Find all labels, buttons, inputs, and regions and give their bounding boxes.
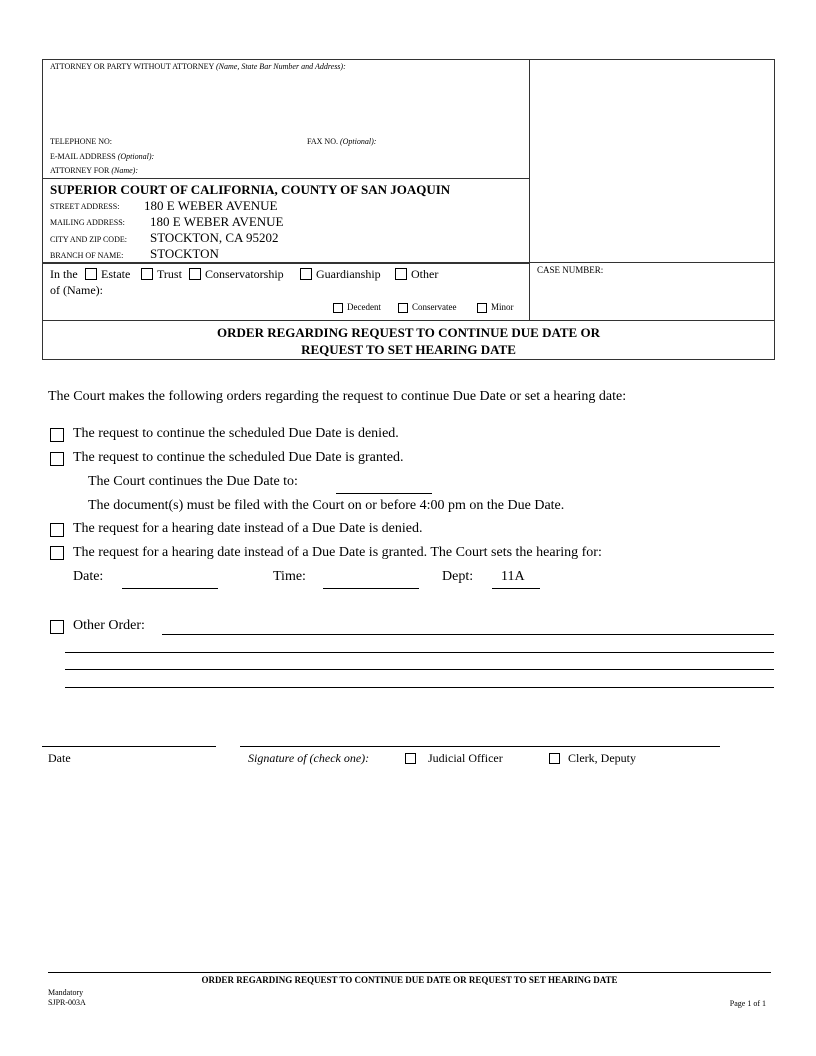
branch-value: STOCKTON (150, 246, 219, 261)
attorney-for-label: ATTORNEY FOR (Name): (50, 166, 138, 175)
of-name-label: of (Name): (50, 283, 103, 297)
conservatorship-checkbox[interactable] (189, 268, 201, 280)
decedent-checkbox[interactable] (333, 303, 343, 313)
signature-line[interactable] (240, 746, 720, 747)
form-title-line2: REQUEST TO SET HEARING DATE (301, 342, 516, 357)
footer-title: ORDER REGARDING REQUEST TO CONTINUE DUE DATE OR REQUEST TO SET HEARING DATE (201, 975, 618, 985)
street-value: 180 E WEBER AVENUE (144, 198, 278, 213)
minor-checkbox[interactable] (477, 303, 487, 313)
other-order-line-2[interactable] (65, 652, 774, 653)
hearing-time-line[interactable] (323, 588, 419, 589)
clerk-deputy-checkbox[interactable] (549, 753, 560, 764)
due-date-line[interactable] (336, 493, 432, 494)
judicial-officer-checkbox[interactable] (405, 753, 416, 764)
mailing-label: MAILING ADDRESS: (50, 218, 125, 227)
hearing-granted-checkbox[interactable] (50, 546, 64, 560)
conservatee-checkbox[interactable] (398, 303, 408, 313)
footer-form-id: SJPR-003A (48, 998, 86, 1007)
estate-label: Estate (101, 267, 131, 281)
hearing-dept-line[interactable] (492, 588, 540, 589)
hearing-granted-label: The request for a hearing date instead of a Due Date is granted. The Court sets the hearing for: (73, 545, 602, 560)
signature-label: Signature of (check one): (248, 751, 370, 765)
hearing-denied-checkbox[interactable] (50, 523, 64, 537)
other-order-line-3[interactable] (65, 669, 774, 670)
city-label: CITY AND ZIP CODE: (50, 235, 127, 244)
minor-label: Minor (491, 302, 514, 312)
telephone-label: TELEPHONE NO: (50, 137, 112, 146)
filed-text: The document(s) must be filed with the Court on or before 4:00 pm on the Due Date. (88, 498, 565, 513)
hearing-date-line[interactable] (122, 588, 218, 589)
due-date-denied-label: The request to continue the scheduled Due Date is denied. (73, 426, 399, 441)
hearing-time-label: Time: (273, 569, 306, 584)
decedent-label: Decedent (347, 302, 381, 312)
other-party-checkbox[interactable] (395, 268, 407, 280)
guardianship-label: Guardianship (316, 267, 381, 281)
attorney-label: ATTORNEY OR PARTY WITHOUT ATTORNEY (Name, State Bar Number and Address): (50, 62, 346, 71)
hearing-denied-label: The request for a hearing date instead of a Due Date is denied. (73, 521, 423, 536)
attorney-box (42, 59, 530, 179)
form-title-line1: ORDER REGARDING REQUEST TO CONTINUE DUE DATE OR (217, 325, 600, 340)
other-order-label: Other Order: (73, 618, 145, 633)
trust-label: Trust (157, 267, 182, 281)
signature-date-line[interactable] (42, 746, 216, 747)
mailing-value: 180 E WEBER AVENUE (150, 214, 284, 229)
case-number-label: CASE NUMBER: (537, 265, 604, 275)
footer-mandatory: Mandatory (48, 988, 84, 997)
in-the-label: In the (50, 267, 78, 281)
conservatorship-label: Conservatorship (205, 267, 284, 281)
hearing-date-label: Date: (73, 569, 104, 584)
other-order-line-4[interactable] (65, 687, 774, 688)
fax-label: FAX NO. (Optional): (307, 137, 377, 146)
other-order-checkbox[interactable] (50, 620, 64, 634)
trust-checkbox[interactable] (141, 268, 153, 280)
street-label: STREET ADDRESS: (50, 202, 120, 211)
other-party-label: Other (411, 267, 439, 281)
judicial-officer-label: Judicial Officer (428, 751, 503, 765)
due-date-granted-label: The request to continue the scheduled Due Date is granted. (73, 450, 404, 465)
guardianship-checkbox[interactable] (300, 268, 312, 280)
conservatee-label: Conservatee (412, 302, 457, 312)
hearing-dept-value: 11A (501, 569, 525, 584)
city-value: STOCKTON, CA 95202 (150, 230, 279, 245)
clerk-deputy-label: Clerk, Deputy (568, 751, 636, 765)
due-date-granted-checkbox[interactable] (50, 452, 64, 466)
branch-label: BRANCH OF NAME: (50, 251, 124, 260)
other-order-line-1[interactable] (162, 634, 774, 635)
court-name: SUPERIOR COURT OF CALIFORNIA, COUNTY OF SAN JOAQUIN (50, 182, 451, 197)
intro-text: The Court makes the following orders regarding the request to continue Due Date or set a hearing date: (48, 389, 627, 404)
due-date-denied-checkbox[interactable] (50, 428, 64, 442)
footer-rule (48, 972, 771, 973)
email-label: E-MAIL ADDRESS (Optional): (50, 152, 155, 161)
hearing-dept-label: Dept: (442, 569, 474, 584)
estate-checkbox[interactable] (85, 268, 97, 280)
footer-page: Page 1 of 1 (729, 999, 766, 1008)
signature-date-label: Date (48, 751, 71, 765)
continues-text: The Court continues the Due Date to: (88, 474, 298, 489)
